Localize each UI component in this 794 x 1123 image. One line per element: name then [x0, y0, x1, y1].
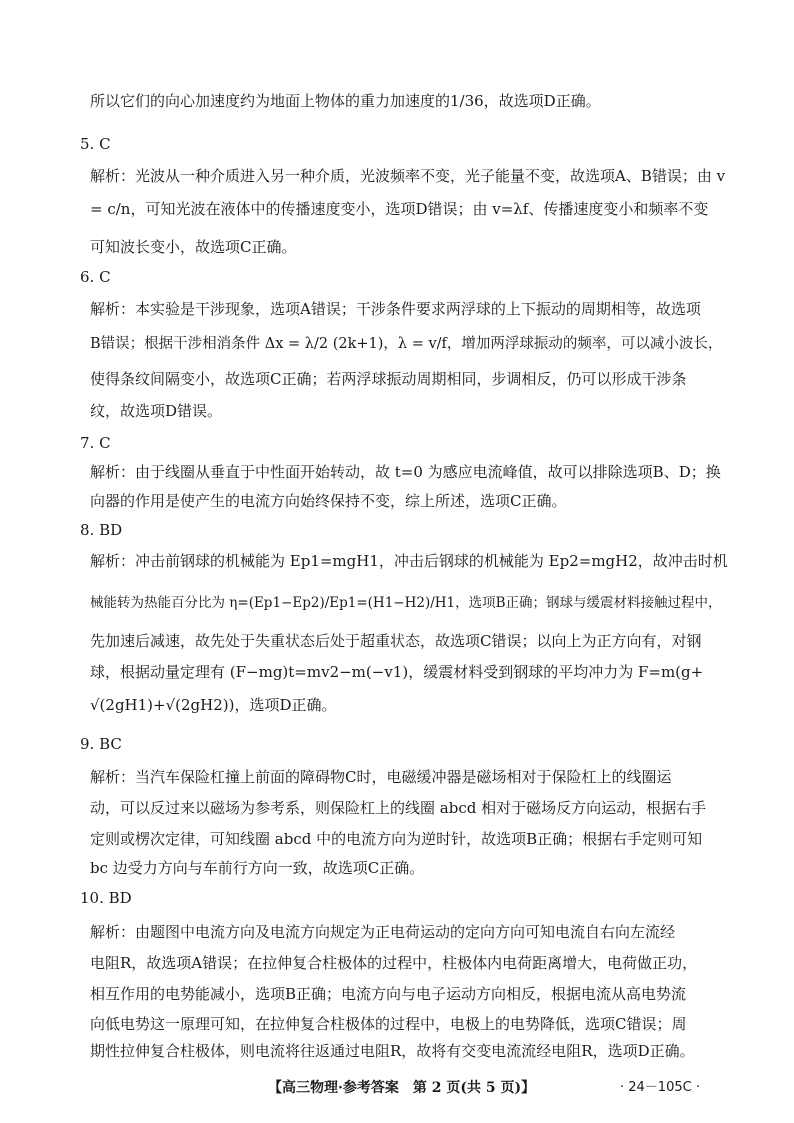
text-line: B错误；根据干涉相消条件 Δx = λ/2 (2k+1)，λ = v/f，增加两浮球振动的频率，可以减小波长， [90, 336, 723, 352]
footer-code: · 24－105C · [620, 1080, 700, 1095]
text-line: 相互作用的电势能减小，选项B正确；电流方向与电子运动方向相反，根据电流从高电势流 [90, 985, 687, 1003]
answer-number: 5. C [80, 135, 111, 153]
page-footer [0, 1076, 794, 1100]
text-line: 械能转为热能百分比为 η=(Ep1−Ep2)/Ep1=(H1−H2)/H1，选项B正确；钢球与缓震材料接触过程中， [90, 595, 722, 611]
text-line: √(2gH1)+√(2gH2))，选项D正确。 [90, 696, 337, 714]
footer-title: 【高三物理·参考答案 第 2 页(共 5 页)】 [268, 1080, 536, 1096]
text-line: 纹，故选项D错误。 [90, 402, 223, 420]
text-line: 期性拉伸复合柱极体，则电流将往返通过电阻R，故将有交变电流流经电阻R，选项D正确。 [90, 1042, 695, 1060]
text-line: 使得条纹间隔变小，故选项C正确；若两浮球振动周期相同，步调相反，仍可以形成干涉条 [90, 370, 687, 388]
text-line: = c/n，可知光波在液体中的传播速度变小，选项D错误；由 v=λf、传播速度变小和频率不变 [90, 200, 709, 218]
text-line: 所以它们的向心加速度约为地面上物体的重力加速度的1/36，故选项D正确。 [90, 92, 601, 110]
text-line: 解析：光波从一种介质进入另一种介质，光波频率不变，光子能量不变，故选项A、B错误；由 v [90, 167, 726, 185]
answer-number: 7. C [80, 434, 111, 452]
text-line: 电阻R，故选项A错误；在拉伸复合柱极体的过程中，柱极体内电荷距离增大，电荷做正功， [90, 954, 698, 972]
text-line: 定则或楞次定律，可知线圈 abcd 中的电流方向为逆时针，故选项B正确；根据右手定则可知 [90, 830, 703, 848]
answer-number: 9. BC [80, 735, 122, 753]
text-line: 解析：由题图中电流方向及电流方向规定为正电荷运动的定向方向可知电流自右向左流经 [90, 923, 676, 941]
text-line: 向器的作用是使产生的电流方向始终保持不变，综上所述，选项C正确。 [90, 492, 567, 510]
text-line: 解析：由于线圈从垂直于中性面开始转动，故 t=0 为感应电流峰值，故可以排除选项B、D；换 [90, 463, 721, 481]
answer-number: 6. C [80, 268, 111, 286]
text-line: 先加速后减速，故先处于失重状态后处于超重状态，故选项C错误；以向上为正方向有，对钢 [90, 632, 702, 650]
text-line: 解析：当汽车保险杠撞上前面的障碍物C时，电磁缓冲器是磁场相对于保险杠上的线圈运 [90, 768, 672, 786]
text-line: 动，可以反过来以磁场为参考系，则保险杠上的线圈 abcd 相对于磁场反方向运动，根据右手 [90, 799, 707, 817]
text-line: 解析：冲击前钢球的机械能为 Ep1=mgH1，冲击后钢球的机械能为 Ep2=mgH2，故冲击时机 [90, 552, 728, 570]
text-line: bc 边受力方向与车前行方向一致，故选项C正确。 [90, 859, 425, 877]
text-line: 球，根据动量定理有 (F−mg)t=mv2−m(−v1)，缓震材料受到钢球的平均冲力为 F=m(g+ [90, 663, 704, 681]
text-line: 向低电势这一原理可知，在拉伸复合柱极体的过程中，电极上的电势降低，选项C错误；周 [90, 1015, 687, 1033]
text-line: 可知波长变小，故选项C正确。 [90, 238, 297, 256]
text-line: 解析：本实验是干涉现象，选项A错误；干涉条件要求两浮球的上下振动的周期相等，故选项 [90, 300, 701, 318]
answer-number: 8. BD [80, 521, 123, 539]
answer-number: 10. BD [80, 889, 132, 907]
